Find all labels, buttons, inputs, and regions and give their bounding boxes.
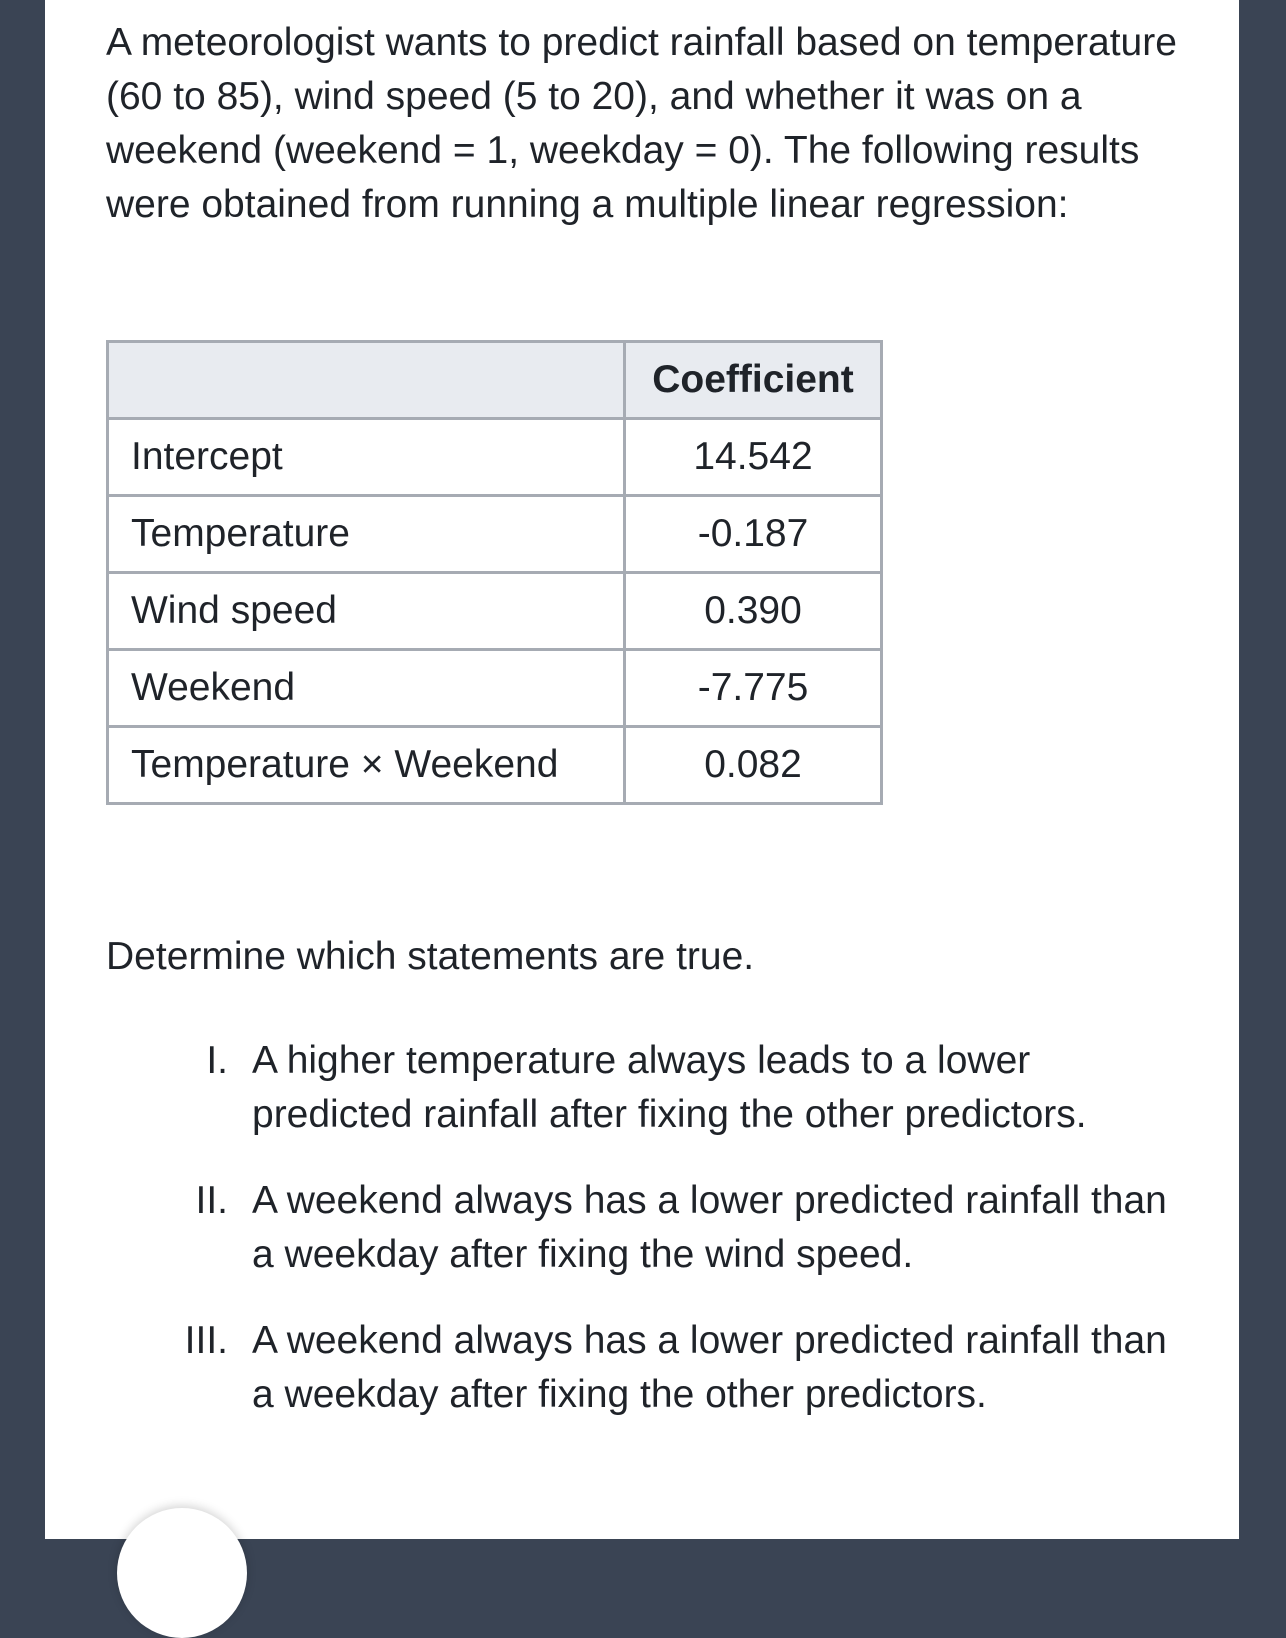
- table-row: [108, 419, 882, 496]
- header-blank-cell: [108, 342, 625, 419]
- table-row: [108, 496, 882, 573]
- row-value: 0.082: [625, 727, 882, 804]
- table-header-row: [108, 342, 882, 419]
- row-label: Temperature × Weekend: [108, 727, 625, 804]
- statement-number: II.: [195, 1179, 228, 1222]
- row-label: Weekend: [108, 650, 625, 727]
- row-value: 14.542: [625, 419, 882, 496]
- table-row: [108, 727, 882, 804]
- statement-text: A weekend always has a lower predicted rainfall than a weekday after fixing the other predictors.: [252, 1319, 1167, 1416]
- content-panel: [45, 0, 1239, 1539]
- list-item: [106, 1314, 1216, 1422]
- statement-number: III.: [184, 1319, 228, 1362]
- row-value: 0.390: [625, 573, 882, 650]
- row-label: Temperature: [108, 496, 625, 573]
- statement-number: I.: [206, 1039, 228, 1082]
- row-label: Intercept: [108, 419, 625, 496]
- floating-action-button[interactable]: [117, 1508, 247, 1638]
- row-value: -7.775: [625, 650, 882, 727]
- header-coefficient: Coefficient: [625, 342, 882, 419]
- table-row: [108, 573, 882, 650]
- list-item: [106, 1174, 1216, 1282]
- row-value: -0.187: [625, 496, 882, 573]
- question-intro: A meteorologist wants to predict rainfall based on temperature (60 to 85), wind speed (5 to 20), and whether it was on a weekend (weekend = 1, weekday = 0). The following results were obtained from running a multiple linear regression:: [106, 21, 1177, 226]
- coefficient-table: [106, 340, 883, 805]
- statement-list: [106, 1034, 1216, 1454]
- table-row: [108, 650, 882, 727]
- statement-text: A higher temperature always leads to a lower predicted rainfall after fixing the other predictors.: [252, 1039, 1087, 1136]
- question-prompt: Determine which statements are true.: [106, 935, 755, 978]
- row-label: Wind speed: [108, 573, 625, 650]
- statement-text: A weekend always has a lower predicted rainfall than a weekday after fixing the wind speed.: [252, 1179, 1167, 1276]
- list-item: [106, 1034, 1216, 1142]
